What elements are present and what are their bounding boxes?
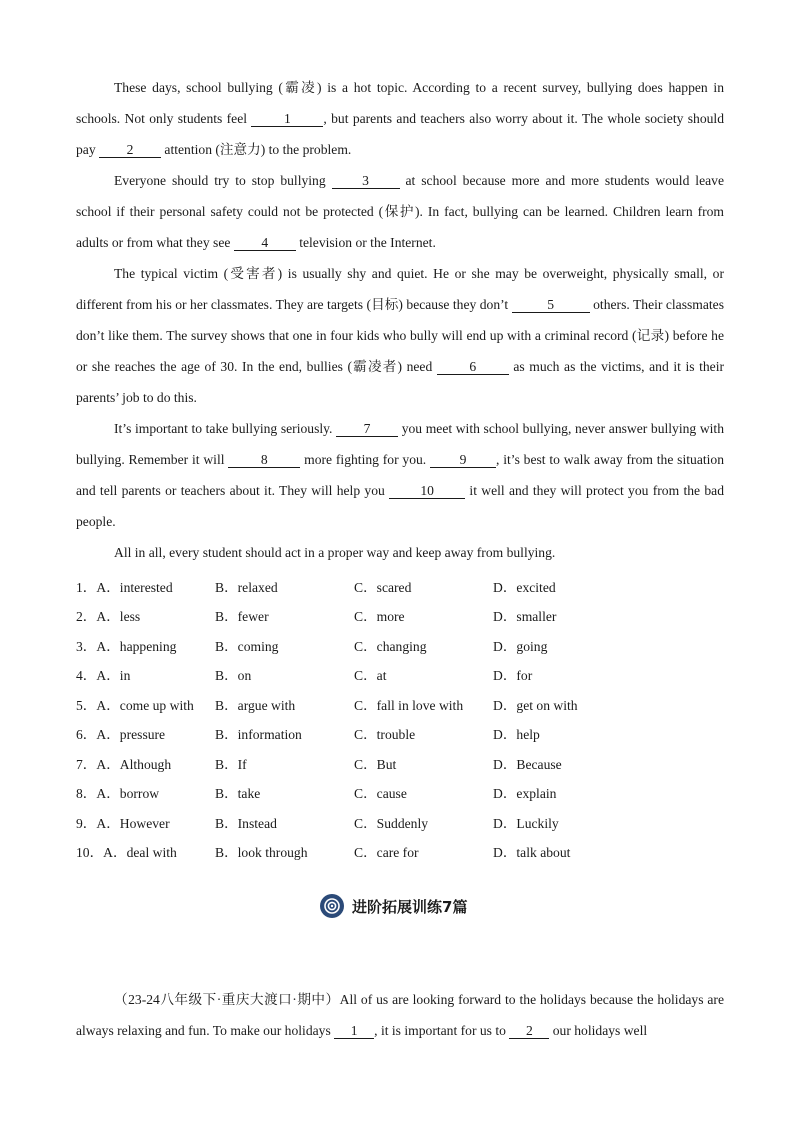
option-row-7 bbox=[76, 748, 724, 778]
option-row-5 bbox=[76, 689, 724, 719]
option-d[interactable]: D．Luckily bbox=[493, 815, 559, 831]
option-c[interactable]: C．care for bbox=[354, 845, 419, 861]
option-c[interactable]: C．Suddenly bbox=[354, 815, 429, 831]
text: , but parents and teachers also worry about it. The whole society should pay bbox=[76, 111, 724, 157]
option-c[interactable]: C．more bbox=[354, 609, 405, 625]
option-d[interactable]: D．for bbox=[493, 668, 533, 684]
option-b[interactable]: B．argue with bbox=[215, 697, 296, 713]
blank-1[interactable]: 1 bbox=[251, 111, 323, 127]
option-row-6 bbox=[76, 719, 724, 749]
option-b[interactable]: B．on bbox=[215, 668, 252, 684]
text: These days, school bullying (霸凌) is a hot topic. According to a recent survey, bullying does happen in schools. Not only students feel bbox=[76, 80, 724, 126]
option-row-4 bbox=[76, 660, 724, 690]
option-d[interactable]: D．explain bbox=[493, 786, 557, 802]
blank-3[interactable]: 3 bbox=[332, 173, 400, 189]
option-a[interactable]: 10．A．deal with bbox=[76, 845, 177, 861]
option-row-3 bbox=[76, 630, 724, 660]
blank-4[interactable]: 4 bbox=[234, 235, 296, 251]
blank-7[interactable]: 7 bbox=[336, 421, 398, 437]
blank-2[interactable]: 2 bbox=[509, 1023, 549, 1039]
blank-1[interactable]: 1 bbox=[334, 1023, 374, 1039]
option-a[interactable]: 4．A．in bbox=[76, 668, 131, 684]
option-b[interactable]: B．information bbox=[215, 727, 302, 743]
option-d[interactable]: D．get on with bbox=[493, 697, 578, 713]
text: , it is important for us to bbox=[374, 1023, 510, 1038]
option-a[interactable]: 9．A．However bbox=[76, 815, 170, 831]
option-b[interactable]: B．relaxed bbox=[215, 579, 278, 595]
option-b[interactable]: B．fewer bbox=[215, 609, 269, 625]
section-heading bbox=[320, 892, 467, 920]
text: more fighting for you. bbox=[300, 452, 431, 467]
option-c[interactable]: C．at bbox=[354, 668, 387, 684]
text: others. Their classmates don’t like them. The survey shows that one in four kids who bully will end up with a criminal record (记录) before he or she reaches the age of 30. In the end, bullies (霸凌者) need bbox=[76, 297, 725, 374]
option-b[interactable]: B．Instead bbox=[215, 815, 277, 831]
passage-container bbox=[76, 72, 724, 866]
option-a[interactable]: 2．A．less bbox=[76, 609, 141, 625]
blank-10[interactable]: 10 bbox=[389, 483, 465, 499]
text: Everyone should try to stop bullying bbox=[114, 173, 332, 188]
option-d[interactable]: D．help bbox=[493, 727, 540, 743]
text: it well and they will protect you from the bad people. bbox=[76, 483, 724, 529]
option-d[interactable]: D．going bbox=[493, 638, 548, 654]
option-row-8 bbox=[76, 778, 724, 808]
option-row-10 bbox=[76, 837, 724, 867]
passage-2-container bbox=[76, 984, 724, 1046]
option-c[interactable]: C．trouble bbox=[354, 727, 416, 743]
option-a[interactable]: 1．A．interested bbox=[76, 579, 173, 595]
paragraph-5: All in all, every student should act in a proper way and keep away from bullying. bbox=[114, 545, 556, 560]
text: television or the Internet. bbox=[295, 235, 436, 250]
option-a[interactable]: 7．A．Although bbox=[76, 756, 172, 772]
blank-9[interactable]: 9 bbox=[430, 452, 496, 468]
paragraph-3 bbox=[76, 258, 724, 413]
option-d[interactable]: D．talk about bbox=[493, 845, 571, 861]
option-d[interactable]: D．Because bbox=[493, 756, 562, 772]
option-b[interactable]: B．If bbox=[215, 756, 247, 772]
text: （23-24八年级下·重庆大渡口·期中）All of us are looking forward to the holidays because the holidays are always relaxing and fun. To make our holidays bbox=[76, 992, 724, 1038]
blank-6[interactable]: 6 bbox=[437, 359, 509, 375]
blank-5[interactable]: 5 bbox=[512, 297, 590, 313]
option-b[interactable]: B．coming bbox=[215, 638, 279, 654]
section-title: 进阶拓展训练7篇 bbox=[352, 897, 468, 916]
option-a[interactable]: 6．A．pressure bbox=[76, 727, 166, 743]
option-c[interactable]: C．cause bbox=[354, 786, 407, 802]
text: at school because more and more students would leave school if their personal safety could not be protected (保护). In fact, bullying can be learned. Children learn from adults or from what they see bbox=[76, 173, 724, 250]
target-icon bbox=[320, 894, 344, 918]
option-row-2 bbox=[76, 601, 724, 631]
paragraph-4 bbox=[76, 413, 724, 537]
passage-2-paragraph bbox=[76, 984, 724, 1046]
text: our holidays well bbox=[549, 1023, 648, 1038]
option-c[interactable]: C．But bbox=[354, 756, 397, 772]
text: It’s important to take bullying seriously. bbox=[114, 421, 337, 436]
text: as much as the victims, and it is their parents’ job to do this. bbox=[76, 359, 724, 405]
option-row-1 bbox=[76, 571, 724, 601]
text: The typical victim (受害者) is usually shy and quiet. He or she may be overweight, physically small, or different from his or her classmates. They are targets (目标) because they don’t bbox=[76, 266, 724, 312]
options-list bbox=[76, 571, 724, 866]
text: , it’s best to walk away from the situation and tell parents or teachers about it. They will help you bbox=[76, 452, 725, 498]
blank-2[interactable]: 2 bbox=[99, 142, 161, 158]
option-d[interactable]: D．smaller bbox=[493, 609, 557, 625]
text: attention (注意力) to the problem. bbox=[161, 142, 352, 157]
blank-8[interactable]: 8 bbox=[228, 452, 300, 468]
option-a[interactable]: 5．A．come up with bbox=[76, 697, 194, 713]
option-d[interactable]: D．excited bbox=[493, 579, 556, 595]
option-b[interactable]: B．look through bbox=[215, 845, 308, 861]
text: you meet with school bullying, never answer bullying with bullying. Remember it will bbox=[76, 421, 724, 467]
paragraph-1 bbox=[76, 72, 724, 165]
paragraph-2 bbox=[76, 165, 724, 258]
option-c[interactable]: C．changing bbox=[354, 638, 427, 654]
option-row-9 bbox=[76, 807, 724, 837]
option-c[interactable]: C．fall in love with bbox=[354, 697, 464, 713]
option-b[interactable]: B．take bbox=[215, 786, 261, 802]
option-a[interactable]: 3．A．happening bbox=[76, 638, 177, 654]
option-a[interactable]: 8．A．borrow bbox=[76, 786, 160, 802]
option-c[interactable]: C．scared bbox=[354, 579, 412, 595]
